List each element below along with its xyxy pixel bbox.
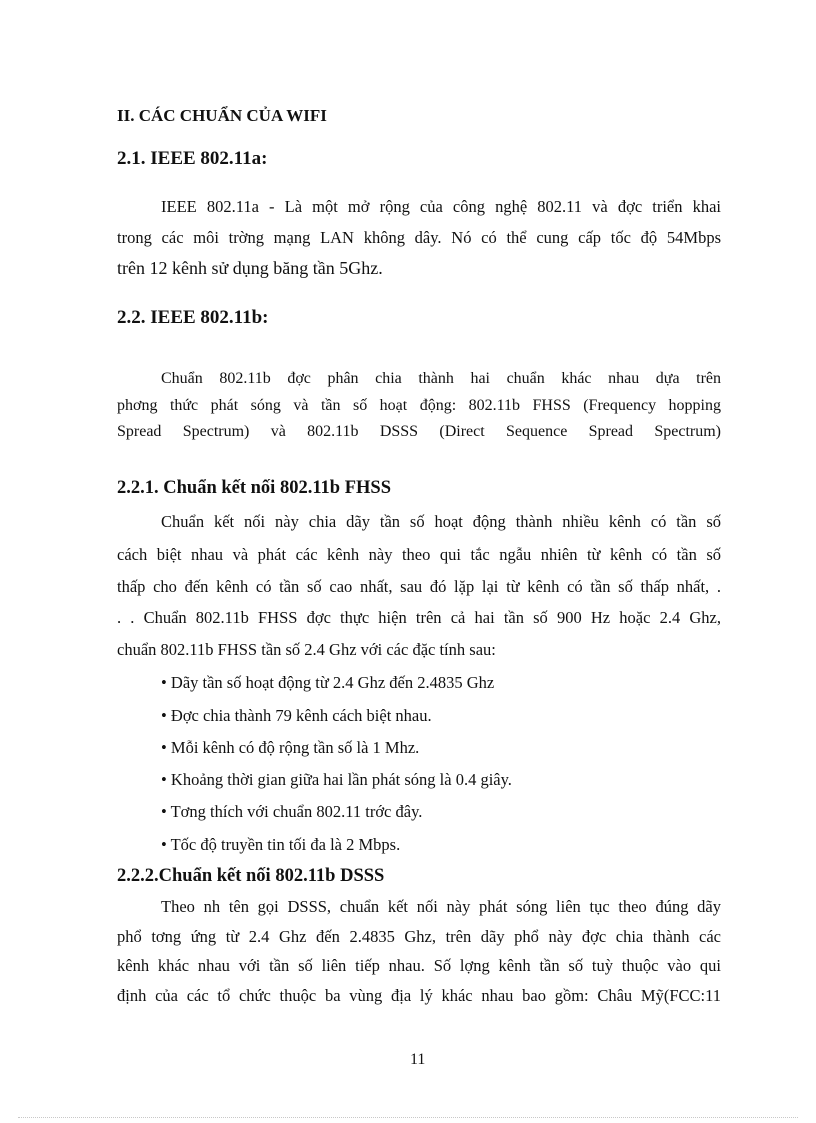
page-bottom-border <box>18 1117 798 1118</box>
paragraph-line: Theo nh tên gọi DSSS, chuẩn kết nối này phát sóng liên tục theo đúng dãy <box>161 897 721 916</box>
bullet-item: • Tốc độ truyền tin tối đa là 2 Mbps. <box>161 835 401 854</box>
bullet-item: • Mỗi kênh có độ rộng tần số là 1 Mhz. <box>161 738 420 757</box>
heading-2-2-2: 2.2.2.Chuẩn kết nối 802.11b DSSS <box>117 866 385 886</box>
paragraph-line: chuẩn 802.11b FHSS tần số 2.4 Ghz với các đặc tính sau: <box>117 640 496 659</box>
heading-2-2-1: 2.2.1. Chuẩn kết nối 802.11b FHSS <box>117 478 391 498</box>
paragraph-line: trên 12 kênh sử dụng băng tần 5Ghz. <box>117 258 383 278</box>
paragraph-line: Chuẩn 802.11b đợc phân chia thành hai chuẩn khác nhau dựa trên <box>161 370 721 387</box>
paragraph-line: Spread Spectrum) và 802.11b DSSS (Direct Sequence Spread Spectrum) <box>117 423 721 440</box>
bullet-item: • Tơng thích với chuẩn 802.11 trớc đây. <box>161 802 423 821</box>
page-number: 11 <box>410 1051 426 1068</box>
paragraph-line: . . Chuẩn 802.11b FHSS đợc thực hiện trên cả hai tần số 900 Hz hoặc 2.4 Ghz, <box>117 608 721 627</box>
paragraph-line: trong các môi trờng mạng LAN không dây. Nó có thể cung cấp tốc độ 54Mbps <box>117 228 721 247</box>
paragraph-line: Chuẩn kết nối này chia dãy tần số hoạt động thành nhiều kênh có tần số <box>161 512 721 531</box>
bullet-item: • Dãy tần số hoạt động từ 2.4 Ghz đến 2.4835 Ghz <box>161 673 495 692</box>
section-heading: II. CÁC CHUẨN CỦA WIFI <box>117 106 327 125</box>
bullet-item: • Khoảng thời gian giữa hai lần phát sóng là 0.4 giây. <box>161 770 512 789</box>
paragraph-line: thấp cho đến kênh có tần số cao nhất, sau đó lặp lại từ kênh có tần số thấp nhất, . <box>117 577 721 596</box>
paragraph-line: định của các tổ chức thuộc ba vùng địa lý khác nhau bao gồm: Châu Mỹ(FCC:11 <box>117 986 721 1005</box>
paragraph-line: cách biệt nhau và phát các kênh này theo qui tắc ngẫu nhiên từ kênh có tần số <box>117 545 721 564</box>
paragraph-line: phổ tơng ứng từ 2.4 Ghz đến 2.4835 Ghz, trên dãy phổ này đợc chia thành các <box>117 927 721 946</box>
heading-2-2: 2.2. IEEE 802.11b: <box>117 307 269 328</box>
paragraph-line: phơng thức phát sóng và tần số hoạt động: 802.11b FHSS (Frequency hopping <box>117 397 721 414</box>
paragraph-line: kênh khác nhau với tần số liên tiếp nhau. Số lợng kênh tần số tuỳ thuộc vào qui <box>117 956 721 975</box>
heading-2-1: 2.1. IEEE 802.11a: <box>117 148 268 169</box>
bullet-item: • Đợc chia thành 79 kênh cách biệt nhau. <box>161 706 432 725</box>
paragraph-line: IEEE 802.11a - Là một mở rộng của công nghệ 802.11 và đợc triển khai <box>161 197 721 216</box>
